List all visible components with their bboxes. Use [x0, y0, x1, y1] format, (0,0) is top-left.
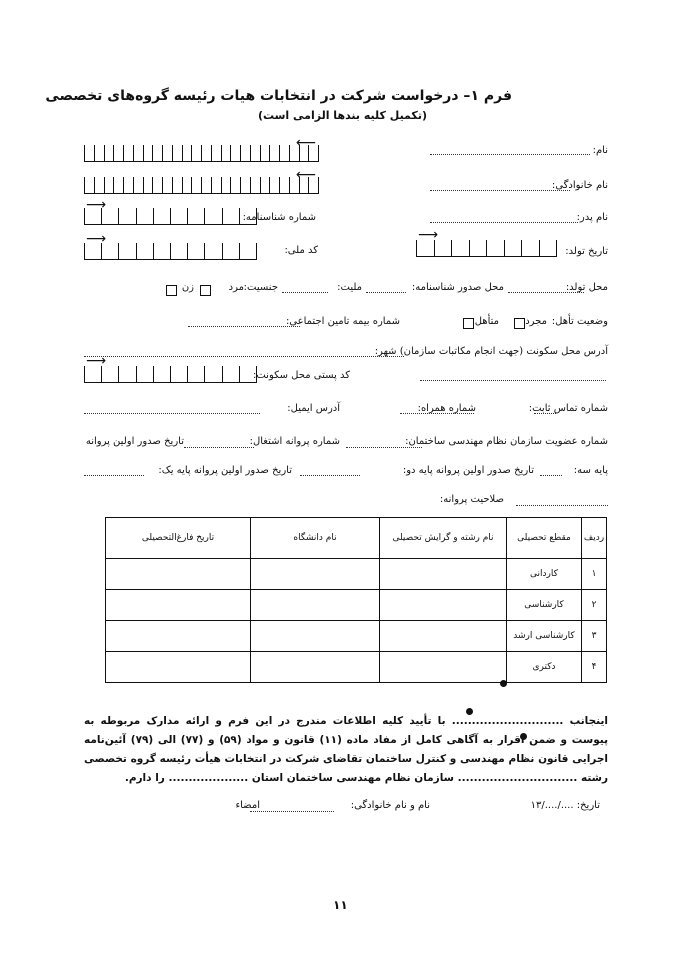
arrow-right-icon: ⟶ — [418, 227, 439, 243]
nationality-label: ملیت: — [337, 282, 362, 293]
gender-male-checkbox[interactable] — [200, 285, 211, 296]
birth-date-label: تاریخ تولد: — [565, 246, 608, 257]
competence-label: صلاحیت پروانه: — [439, 494, 504, 505]
ink-dot — [500, 680, 507, 687]
row-number: ۲ — [582, 590, 607, 621]
address-label: آدرس محل سکونت (جهت انجام مکاتبات سازمان) شهر: — [374, 346, 608, 357]
graduation-cell[interactable] — [106, 590, 251, 621]
name-label: نام: — [592, 145, 608, 156]
family-label: نام خانوادگی: — [551, 180, 608, 191]
postal-code-boxes[interactable] — [84, 366, 257, 383]
signer-name-field[interactable] — [250, 811, 334, 812]
postal-code-field[interactable] — [420, 380, 606, 381]
graduation-cell[interactable] — [106, 652, 251, 683]
family-field[interactable] — [430, 190, 570, 191]
university-cell[interactable] — [251, 590, 380, 621]
grade1-label: تاریخ صدور اولین پروانه پایه یک: — [158, 465, 292, 476]
license-no-label: شماره پروانه اشتغال: — [249, 436, 340, 447]
issue-place-label: محل صدور شناسنامه: — [411, 282, 504, 293]
single-label: مجرد — [525, 316, 547, 327]
grade3-field[interactable] — [540, 475, 562, 476]
id-number-label: شماره شناسنامه: — [242, 212, 316, 223]
gender-female-checkbox[interactable] — [166, 285, 177, 296]
father-label: نام پدر: — [576, 212, 608, 223]
marital-label: وضعیت تأهل: — [551, 316, 608, 327]
insurance-field[interactable] — [188, 326, 300, 327]
membership-field[interactable] — [346, 447, 422, 448]
license-no-field[interactable] — [184, 447, 254, 448]
grade3-label: پایه سه: — [573, 465, 608, 476]
family-boxes[interactable] — [84, 177, 319, 194]
degree-cell: کارشناسی ارشد — [507, 621, 582, 652]
field-cell[interactable] — [380, 652, 507, 683]
degree-cell: دکتری — [507, 652, 582, 683]
signer-name-label: نام و نام خانوادگی: — [350, 800, 430, 811]
married-checkbox[interactable] — [463, 318, 474, 329]
mobile-field[interactable] — [400, 413, 474, 414]
arrow-right-icon: ⟶ — [86, 353, 107, 369]
signature-label: امضاء — [235, 800, 260, 811]
arrow-left-icon: ⟵ — [296, 135, 317, 151]
declaration-text: اینجانب ............................ با تأیید کلیه اطلاعات مندرج در این فرم و ارائه مدارک مربوطه به پیوست و ضمن اقرار به آگاهی کامل از مفاد ماده (۱۱) قانون و مواد (۵۹) و (۷۷) الی (۷۹) آئین‌نامه اجرایی قانون نظام مهندسی و کنترل ساختمان تقاضای شرکت در انتخابات هیأت رئیسه گروه تخصصی رشته .............................. سازمان نظام مهندسی ساختمان استان .................... را دارم. — [84, 715, 609, 784]
table-row — [106, 559, 607, 590]
university-cell[interactable] — [251, 559, 380, 590]
phone-field[interactable] — [534, 413, 556, 414]
insurance-label: شماره بیمه تامین اجتماعی: — [285, 316, 400, 327]
gender-label: جنسیت: — [243, 282, 278, 293]
name-field[interactable] — [430, 154, 590, 155]
field-cell[interactable] — [380, 621, 507, 652]
col-graduation-header: تاریخ فارغ‌التحصیلی — [106, 518, 251, 559]
col-degree-header: مقطع تحصیلی — [507, 518, 582, 559]
graduation-cell[interactable] — [106, 621, 251, 652]
email-field[interactable] — [84, 413, 260, 414]
gender-male-label: مرد — [228, 282, 244, 293]
university-cell[interactable] — [251, 652, 380, 683]
field-cell[interactable] — [380, 559, 507, 590]
competence-field[interactable] — [516, 505, 608, 506]
national-code-boxes[interactable] — [84, 243, 257, 260]
married-label: متأهل — [474, 316, 499, 327]
birth-place-field[interactable] — [508, 292, 584, 293]
form-subtitle: (تکمیل کلیه بندها الزامی است) — [257, 109, 427, 122]
first-license-label: تاریخ صدور اولین پروانه — [85, 436, 184, 447]
name-boxes[interactable] — [84, 145, 319, 162]
degree-cell: کارشناسی — [507, 590, 582, 621]
father-field[interactable] — [430, 222, 578, 223]
arrow-right-icon: ⟶ — [86, 231, 107, 247]
gender-female-label: زن — [181, 282, 194, 293]
row-number: ۱ — [582, 559, 607, 590]
col-university-header: نام دانشگاه — [251, 518, 380, 559]
birth-place-label: محل تولد: — [565, 282, 608, 293]
address-field[interactable] — [84, 356, 404, 357]
mobile-label: شماره همراه: — [417, 403, 476, 414]
email-label: آدرس ایمیل: — [287, 403, 340, 414]
date-label: تاریخ: ..../..../۱۳ — [530, 800, 600, 811]
table-row — [106, 621, 607, 652]
row-number: ۴ — [582, 652, 607, 683]
arrow-right-icon: ⟶ — [86, 197, 107, 213]
form-title: فرم ۱– درخواست شرکت در انتخابات هیات رئیسه گروه‌های تخصصی — [45, 88, 512, 104]
table-row — [106, 590, 607, 621]
field-cell[interactable] — [380, 590, 507, 621]
arrow-left-icon: ⟵ — [296, 167, 317, 183]
table-row — [106, 652, 607, 683]
national-code-label: کد ملی: — [284, 245, 318, 256]
nationality-field[interactable] — [282, 292, 328, 293]
postal-code-label: کد پستی محل سکونت: — [252, 370, 350, 381]
col-field-header: نام رشته و گرایش تحصیلی — [380, 518, 507, 559]
degree-cell: کاردانی — [507, 559, 582, 590]
grade2-field[interactable] — [300, 475, 360, 476]
grade1-field[interactable] — [84, 475, 144, 476]
grade2-label: تاریخ صدور اولین پروانه پایه دو: — [402, 465, 534, 476]
phone-label: شماره تماس ثابت: — [528, 403, 608, 414]
single-checkbox[interactable] — [514, 318, 525, 329]
graduation-cell[interactable] — [106, 559, 251, 590]
university-cell[interactable] — [251, 621, 380, 652]
id-number-boxes[interactable] — [84, 208, 257, 225]
col-row-header: ردیف — [582, 518, 607, 559]
issue-place-field[interactable] — [366, 292, 406, 293]
education-table — [105, 517, 607, 683]
page-number: ۱۱ — [333, 898, 348, 912]
table-header-row — [106, 518, 607, 559]
row-number: ۳ — [582, 621, 607, 652]
membership-label: شماره عضویت سازمان نظام مهندسی ساختمان: — [405, 436, 608, 447]
birth-date-boxes[interactable] — [416, 240, 557, 257]
